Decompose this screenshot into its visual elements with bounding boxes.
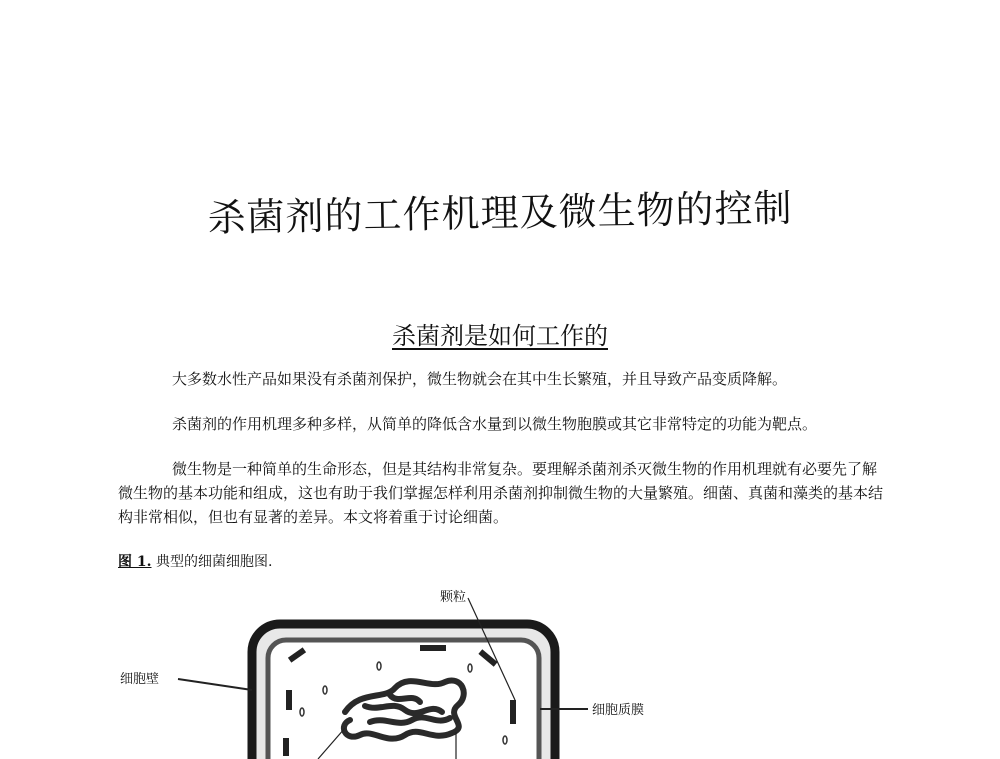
granule-mark (420, 645, 446, 651)
figure-caption-text: 典型的细菌细胞图. (151, 554, 273, 570)
label-cell-membrane: 细胞质膜 (592, 703, 645, 718)
leader-line-wall (178, 679, 252, 690)
label-granule: 颗粒 (440, 590, 467, 605)
granule-mark (510, 700, 516, 724)
paragraph-3: 微生物是一种简单的生命形态，但是其结构非常复杂。要理解杀菌剂杀灭微生物的作用机理就有必要先了解微生物的基本功能和组成，这也有助于我们掌握怎样利用杀菌剂抑制微生物的大量繁殖。细菌、真菌和藻类的基本结构非常相似，但也有显著的差异。本文将着重于讨论细菌。 (118, 460, 884, 526)
paragraph-2: 杀菌剂的作用机理多种多样，从简单的降低含水量到以微生物胞膜或其它非常特定的功能为靶点。 (172, 415, 818, 433)
figure-caption-label: 图 1. (118, 554, 152, 570)
granule-mark (283, 738, 289, 756)
paragraph-1: 大多数水性产品如果没有杀菌剂保护，微生物就会在其中生长繁殖，并且导致产品变质降解。 (172, 370, 788, 388)
page-title: 杀菌剂的工作机理及微生物的控制 (207, 185, 793, 241)
section-heading: 杀菌剂是如何工作的 (392, 322, 608, 350)
label-cell-wall: 细胞壁 (120, 672, 160, 687)
granule-mark (286, 690, 292, 710)
